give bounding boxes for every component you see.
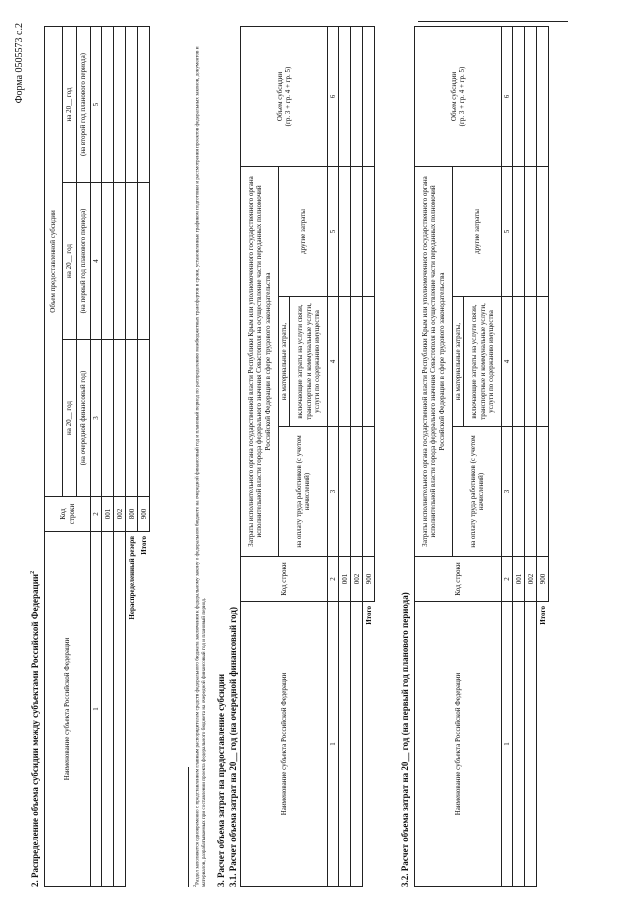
cell-empty[interactable]	[114, 26, 126, 182]
cell-empty[interactable]	[339, 297, 351, 427]
cell-empty[interactable]	[102, 340, 114, 497]
col-num: 3	[502, 427, 513, 557]
total-row	[363, 26, 375, 886]
col-mat-head: на материальные затраты,	[279, 297, 290, 427]
table-row	[351, 26, 363, 886]
distribution-table	[44, 26, 150, 887]
total-label: Итого	[538, 606, 547, 625]
cell-empty[interactable]	[138, 26, 150, 182]
cost-table-32	[414, 26, 549, 887]
col-num: 5	[91, 26, 102, 182]
col-y2-sub: (на первый год планового периода)	[77, 183, 91, 340]
cell-empty[interactable]	[351, 602, 363, 887]
binding-line	[418, 21, 568, 22]
cell-empty[interactable]	[363, 26, 375, 166]
cell-empty[interactable]	[363, 427, 375, 557]
cell-empty[interactable]	[339, 602, 351, 887]
col-mat-header: включающие затраты на услуги связи, транспортные и коммунальные услуги, услуги по содержанию имущества	[290, 297, 328, 427]
table-row	[114, 26, 126, 886]
col-total-formula: (гр. 3 + гр. 4 + гр. 5)	[284, 66, 293, 127]
cell-empty[interactable]	[513, 297, 525, 427]
cell-empty[interactable]	[525, 297, 537, 427]
footnote-text: Раздел заполняется одновременно с представлением главным распорядителем средств федерального бюджета заключения к федеральному закону о федеральном бюджете на очередной финансовый год и плановый период по распределению межбюджетных трансфертов в сроки, установленные графиком подготовки и рассмотрения проектов федеральных законов, документов и материалов, разрабатываемых при составлении проекта федерального бюджета на очередной финансовый год и плановый период.	[194, 46, 208, 887]
cell-empty[interactable]	[525, 427, 537, 557]
cell-empty[interactable]	[102, 26, 114, 182]
footnote-rule	[188, 767, 189, 887]
cell-empty[interactable]	[513, 26, 525, 166]
col-other-header: другие затраты	[279, 166, 328, 296]
col-y1-header: на 20__ год	[63, 340, 77, 497]
row-code: 001	[513, 557, 525, 602]
col-num: 3	[91, 340, 102, 497]
total-label: Итого	[364, 606, 373, 625]
row-code: 001	[339, 557, 351, 602]
cell-empty[interactable]	[537, 427, 549, 557]
table-row	[513, 26, 525, 886]
col-num: 2	[328, 557, 339, 602]
cell-empty[interactable]	[513, 602, 525, 887]
col-num: 6	[502, 26, 513, 166]
col-num: 3	[328, 427, 339, 557]
row-code: 002	[351, 557, 363, 602]
cell-empty[interactable]	[138, 183, 150, 340]
cell-empty[interactable]	[126, 340, 138, 497]
row-code: 001	[102, 497, 114, 532]
cell-empty[interactable]	[126, 26, 138, 182]
col-num: 2	[502, 557, 513, 602]
col-pay-header: на оплату труда работников (с учетом начислений)	[279, 427, 328, 557]
section-3-2-title: 3.2. Расчет объема затрат на 20__ год (на первый год планового периода)	[400, 592, 410, 887]
col-code-header: Код строки	[45, 497, 91, 532]
total-code: 900	[537, 557, 549, 602]
col-num: 4	[328, 297, 339, 427]
section-2-title	[30, 571, 40, 887]
cell-empty[interactable]	[525, 166, 537, 296]
col-name-header: Наименование субъекта Российской Федерации	[415, 602, 502, 887]
col-y2-header: на 20__ год	[63, 183, 77, 340]
col-num: 2	[91, 497, 102, 532]
col-y3-header: на 20__ год	[63, 26, 77, 182]
cell-empty[interactable]	[339, 26, 351, 166]
cell-empty[interactable]	[339, 427, 351, 557]
col-code-header: Код строки	[415, 557, 502, 602]
col-group-header: Объем предоставленной субсидии	[45, 26, 63, 496]
col-total-label: Объем субсидии	[275, 71, 284, 122]
col-y3-sub: (на второй год планового периода)	[77, 26, 91, 182]
cell-empty[interactable]	[114, 183, 126, 340]
cell-empty[interactable]	[513, 166, 525, 296]
reserve-code: 800	[126, 497, 138, 532]
col-num: 5	[502, 166, 513, 296]
col-y1-sub: (на очередной финансовый год)	[77, 340, 91, 497]
cell-empty[interactable]	[102, 183, 114, 340]
cell-empty[interactable]	[537, 297, 549, 427]
total-row	[138, 26, 150, 886]
col-group-header: Затраты исполнительного органа государственной власти Республики Крым или уполномоченного государственного органа исполнительной власти города федерального значения Севастополя на осуществление части переданных полномочий Российской Федерации в сфере трудового законодательства	[415, 166, 453, 556]
col-name-header: Наименование субъекта Российской Федерации	[45, 532, 91, 887]
cell-empty[interactable]	[537, 166, 549, 296]
table-row	[525, 26, 537, 886]
total-label: Итого	[139, 536, 148, 555]
section-3-1-title: 3.1. Расчет объема затрат на 20__ год (на очередной финансовый год)	[228, 607, 238, 887]
cell-empty[interactable]	[102, 532, 114, 887]
cell-empty[interactable]	[525, 602, 537, 887]
col-mat-head: на материальные затраты,	[453, 297, 464, 427]
col-pay-header: на оплату труда работников (с учетом начислений)	[453, 427, 502, 557]
row-code: 002	[114, 497, 126, 532]
cell-empty[interactable]	[363, 297, 375, 427]
col-num: 4	[502, 297, 513, 427]
cell-empty[interactable]	[363, 166, 375, 296]
cell-empty[interactable]	[114, 532, 126, 887]
cell-empty[interactable]	[351, 26, 363, 166]
col-mat-header: включающие затраты на услуги связи, транспортные и коммунальные услуги, услуги по содержанию имущества	[464, 297, 502, 427]
footnote	[192, 27, 208, 887]
cell-empty[interactable]	[138, 340, 150, 497]
col-total-header	[415, 26, 502, 166]
col-total-formula: (гр. 3 + гр. 4 + гр. 5)	[458, 66, 467, 127]
form-code: Форма 0505573 с.2	[14, 23, 25, 104]
table-row	[102, 26, 114, 886]
cell-empty[interactable]	[351, 427, 363, 557]
reserve-row	[126, 26, 138, 886]
col-num: 4	[91, 183, 102, 340]
col-code-header: Код строки	[241, 557, 328, 602]
cell-empty[interactable]	[525, 26, 537, 166]
col-group-header: Затраты исполнительного органа государственной власти Республики Крым или уполномоченного государственного органа исполнительной власти города федерального значения Севастополя на осуществление части переданных полномочий Российской Федерации в сфере трудового законодательства	[241, 166, 279, 556]
reserve-label: Нераспределенный резерв	[127, 536, 136, 620]
col-other-header: другие затраты	[453, 166, 502, 296]
footnote-mark: 2	[192, 884, 197, 887]
section-2-title-text: 2. Распределение объема субсидии между субъектами Российской Федерации	[30, 573, 40, 887]
cell-empty[interactable]	[351, 297, 363, 427]
total-code: 900	[363, 557, 375, 602]
cell-empty[interactable]	[513, 427, 525, 557]
col-num: 1	[91, 532, 102, 887]
col-name-header: Наименование субъекта Российской Федерации	[241, 602, 328, 887]
total-row	[537, 26, 549, 886]
col-num: 5	[328, 166, 339, 296]
cell-empty[interactable]	[126, 183, 138, 340]
row-code: 002	[525, 557, 537, 602]
cell-empty[interactable]	[114, 340, 126, 497]
table-row	[339, 26, 351, 886]
cell-empty[interactable]	[339, 166, 351, 296]
total-code: 900	[138, 497, 150, 532]
col-num: 1	[502, 602, 513, 887]
col-total-label: Объем субсидии	[449, 71, 458, 122]
cell-empty[interactable]	[537, 26, 549, 166]
cost-table-31	[240, 26, 375, 887]
col-total-header	[241, 26, 328, 166]
col-num: 6	[328, 26, 339, 166]
section-3-title: 3. Расчет объема затрат на предоставление субсидии	[216, 673, 226, 887]
col-num: 1	[328, 602, 339, 887]
cell-empty[interactable]	[351, 166, 363, 296]
section-2-footnote-ref: 2	[30, 570, 36, 574]
